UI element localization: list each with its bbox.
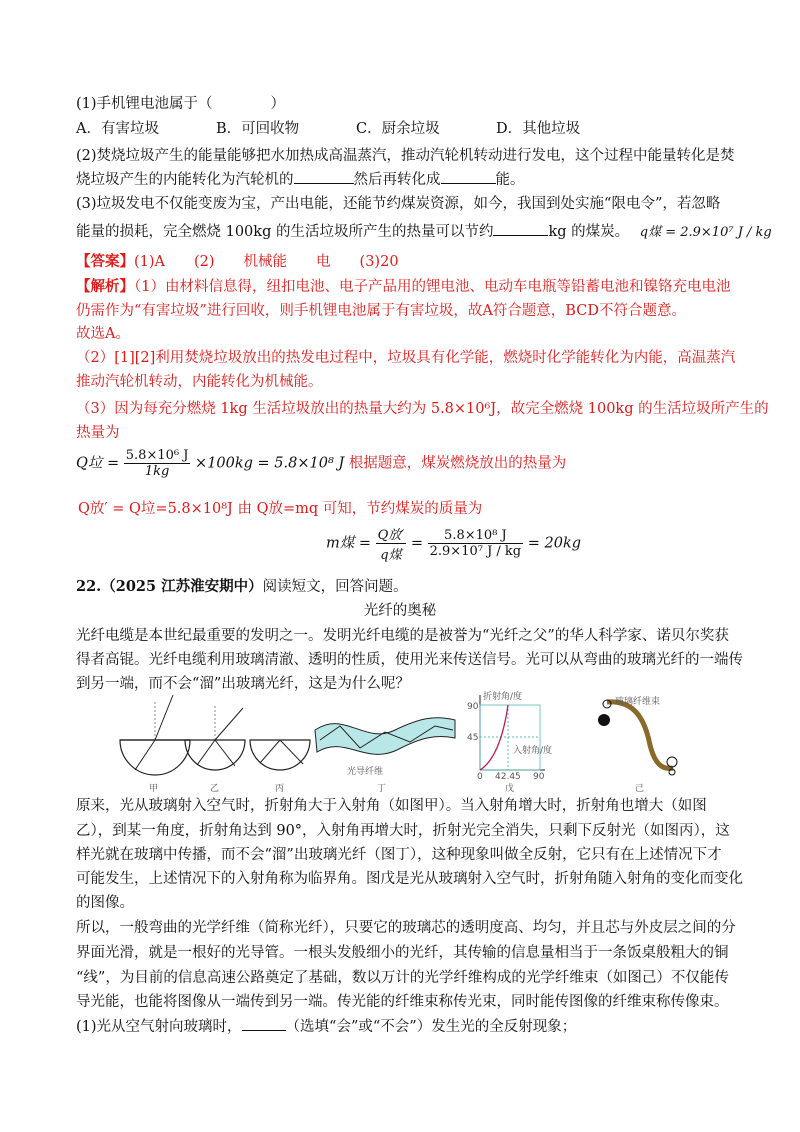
sub1-text-b: （选填“会”或“不会”）发生光的全反射现象； <box>285 1019 577 1035</box>
p3-line3: “线”，为目前的信息高速公路奠定了基础，数以万计的光学纤维构成的光学纤维束（如图己）不仅能传 <box>76 970 729 986</box>
analysis-line5: 推动汽轮机转动，内能转化为机械能。 <box>76 374 323 390</box>
analysis-line1 <box>76 276 730 298</box>
p2-line1: 原来，光从玻璃射入空气时，折射角大于入射角（如图甲）。当入射角增大时，折射角也增大（如图 <box>76 798 707 814</box>
eq2-rhs: = 20kg <box>527 535 582 552</box>
q2-text-a: 烧垃圾产生的内能转化为汽轮机的 <box>76 172 294 188</box>
answer-blank <box>493 221 548 236</box>
q22-sub1 <box>76 1016 576 1038</box>
label-yi: 乙 <box>210 784 220 794</box>
figure-ding <box>315 718 455 794</box>
analysis-line4: （2）[1][2]利用焚烧垃圾放出的热发电过程中，垃圾具有化学能，燃烧时化学能转化为内能，高温蒸汽 <box>76 350 736 366</box>
label-jia: 甲 <box>149 784 159 794</box>
eq1-lhs: Q垃 = <box>76 455 120 472</box>
option-d: D．其他垃圾 <box>496 121 581 137</box>
p3-line1: 所以，一般弯曲的光学纤维（简称光纤），只要它的玻璃芯的透明度高、均匀，并且芯与外皮层之间的分 <box>76 920 736 936</box>
p3-line2: 界面光滑，就是一根好的光导管。一根头发般细小的光纤，其传输的信息量相当于一条饭桌般粗大的铜 <box>76 945 729 961</box>
q2-line1: (2)焚烧垃圾产生的能量能够把水加热成高温蒸汽，推动汽轮机转动进行发电，这个过程中能量转化是焚 <box>76 148 735 164</box>
analysis-line2: 仍需作为“有害垃圾”进行回收，则手机锂电池属于有害垃圾，故A符合题意，BCD不符合题意。 <box>76 303 686 319</box>
q2-line2 <box>76 169 525 191</box>
p2-line5: 的图像。 <box>76 895 134 911</box>
graph-x90: 90 <box>533 772 545 782</box>
article-title: 光纤的奥秘 <box>363 603 437 619</box>
option-c: C．厨余垃圾 <box>356 121 440 137</box>
eq1-fraction <box>124 448 191 479</box>
q3-line1: (3)垃圾发电不仅能变废为宝，产出电能，还能节约煤炭资源，如今，我国到处实施“限电令”，若忽略 <box>76 196 721 212</box>
q3-line2 <box>76 221 772 244</box>
eq1-rhs: ×100kg = 5.8×10⁸ J <box>195 455 345 472</box>
graph-x0: 0 <box>477 772 483 782</box>
eq1-tail: 根据题意，煤炭燃烧放出的热量为 <box>348 455 567 472</box>
p1-line1: 光纤电缆是本世纪最重要的发明之一。发明光纤电缆的是被誉为“光纤之父”的华人科学家、诺贝尔奖获 <box>76 628 729 644</box>
p3-line4: 导光能，也能将图像从一端传到另一端。传光能的纤维束称传光束，同时能传图像的纤维束称传像束。 <box>76 994 729 1010</box>
p1-line3: 到另一端，而不会“溜”出玻璃光纤，这是为什么呢？ <box>76 676 410 692</box>
answer-line <box>76 251 399 273</box>
q3-text-b: kg 的煤炭。 <box>548 224 630 240</box>
q1-options <box>76 118 736 140</box>
q1-stem: (1)手机锂电池属于（ ） <box>76 96 286 112</box>
eq2-den1: q煤 <box>380 548 402 563</box>
eq1-denominator: 1kg <box>144 464 170 479</box>
equation-coal-mass: m煤 = $\frac{\text{Q放′}}{\text{q煤}}$ = $\frac{\text{5.8×10⁸ J}}{\text{2.9×10⁷ J / kg}}$ = 20kg <box>326 524 581 563</box>
p1-line2: 得者高锟。光纤电缆利用玻璃清澈、透明的性质，使用光来传送信号。光可以从弯曲的玻璃光纤的一端传 <box>76 652 743 668</box>
graph-x4245: 42.45 <box>495 772 521 782</box>
answer-blank <box>294 169 354 184</box>
graph-xlabel: 入射角/度 <box>513 746 553 756</box>
p2-line2: 乙），到某一角度，折射角达到 90°，入射角再增大时，折射光完全消失，只剩下反射光（如图丙），这 <box>76 823 730 839</box>
label-ji: 己 <box>635 784 645 794</box>
analysis-line7: 热量为 <box>76 425 120 441</box>
eq2-lhs: m煤 = <box>326 535 372 552</box>
figure-bing <box>250 740 310 794</box>
figure-jia <box>120 695 190 794</box>
graph-ylabel: 折射角/度 <box>483 692 523 702</box>
eq2-num2: 5.8×10⁸ J <box>428 528 524 544</box>
answer-blank <box>242 1016 286 1031</box>
graph-y90: 90 <box>467 702 479 712</box>
sub1-text-a: (1)光从空气射向玻璃时， <box>76 1019 242 1035</box>
graph-y45: 45 <box>467 733 479 743</box>
q3-text-a: 能量的损耗，完全燃烧 100kg 的生活垃圾所产生的热量可以节约 <box>76 224 494 240</box>
eq1-numerator: 5.8×10⁶ J <box>125 448 189 463</box>
q22-header <box>76 576 408 598</box>
analysis-text: （1）由材料信息得，纽扣电池、电子产品用的锂电池、电动车电瓶等铅蓄电池和镍铬充电电池 <box>134 279 731 295</box>
question-source: （2025 江苏淮安期中） <box>101 578 263 595</box>
optics-figures <box>115 690 690 795</box>
equation-garbage-heat <box>76 448 566 479</box>
answer-blank <box>441 169 496 184</box>
eq2-num1: Q放′ <box>376 524 407 544</box>
figure-wu-graph <box>467 690 552 794</box>
label-wu: 戊 <box>505 784 515 794</box>
option-a: A．有害垃圾 <box>76 121 159 137</box>
label-bing: 丙 <box>275 784 285 794</box>
question-number: 22. <box>76 578 102 595</box>
question-intro: 阅读短文，回答问题。 <box>262 579 408 595</box>
label-fiber: 光导纤维 <box>347 767 384 777</box>
q2-text-c: 能。 <box>495 172 525 188</box>
eq2-fraction2 <box>428 528 524 559</box>
analysis-line3: 故选A。 <box>76 326 130 342</box>
p2-line3: 样光就在玻璃中传播，而不会“溜”出玻璃光纤（图丁），这种现象叫做全反射，它只有在上述情况下才 <box>76 847 722 863</box>
answer-tag: 【答案】 <box>76 253 134 270</box>
figure-ji <box>598 695 677 794</box>
label-ding: 丁 <box>377 784 387 794</box>
analysis-line8: Q放′ = Q垃=5.8×10⁸J 由 Q放=mq 可知，节约煤炭的质量为 <box>78 501 483 517</box>
answer-text: (1)A (2) 机械能 电 (3)20 <box>134 254 399 270</box>
eq2-fraction1 <box>376 524 407 563</box>
label-bundle: 玻璃纤维束 <box>615 697 661 707</box>
figure-yi <box>185 705 245 794</box>
coal-heat-value-formula: q煤 = 2.9×10⁷ J / kg <box>639 225 772 240</box>
q2-text-b: 然后再转化成 <box>353 172 441 188</box>
p2-line4: 可能发生，上述情况下的入射角称为临界角。图戊是光从玻璃射入空气时，折射角随入射角的变化而变化 <box>76 871 743 887</box>
analysis-tag: 【解析】 <box>76 278 134 295</box>
option-b: B．可回收物 <box>216 121 300 137</box>
analysis-line6: （3）因为每充分燃烧 1kg 生活垃圾放出的热量大约为 5.8×10⁶J，故完全燃烧 100kg 的生活垃圾所产生的 <box>76 401 769 417</box>
eq2-den2: 2.9×10⁷ J / kg <box>429 544 522 559</box>
